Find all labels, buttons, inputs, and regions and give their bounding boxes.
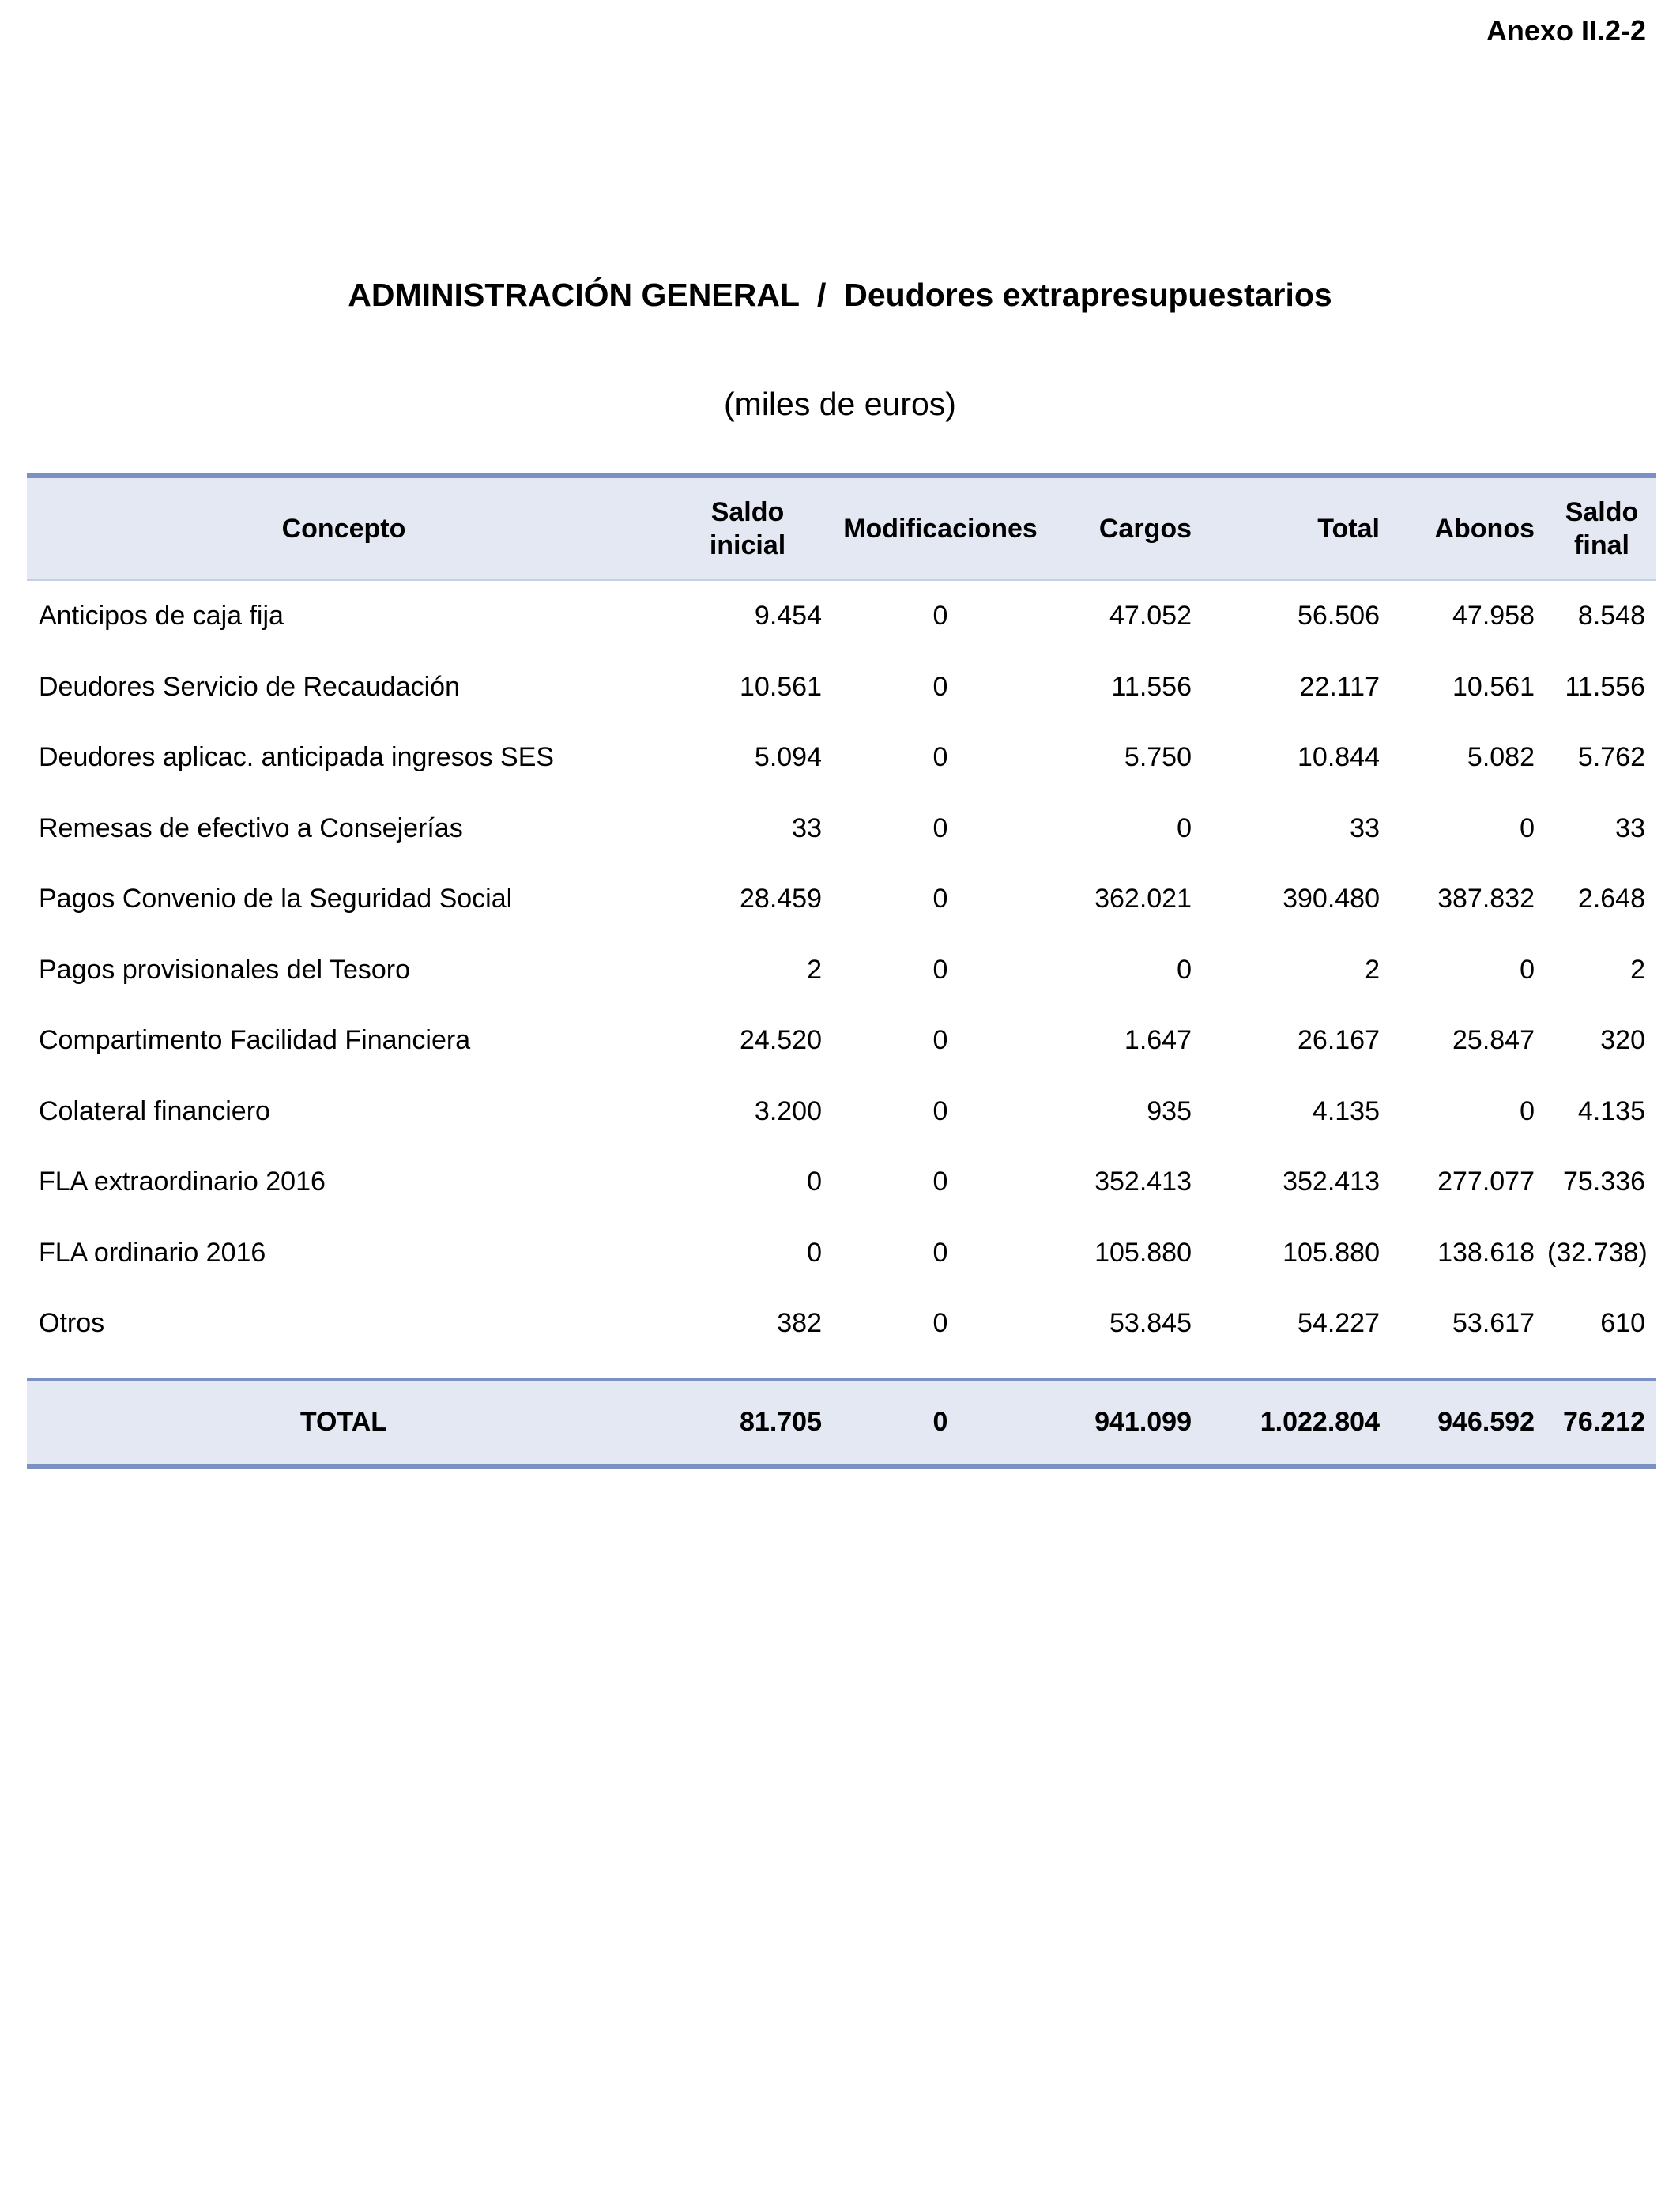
header-row — [27, 476, 1656, 581]
cell-total: 2 — [1365, 954, 1380, 985]
cell-modificaciones: 0 — [932, 884, 948, 914]
cell-abonos: 387.832 — [1437, 884, 1535, 914]
cell-cargos: 11.556 — [1111, 671, 1192, 702]
total-concepto: TOTAL — [299, 1406, 388, 1437]
table-header — [27, 476, 1656, 581]
cell-total: 352.413 — [1283, 1167, 1380, 1197]
cell-saldo-inicial: 0 — [807, 1167, 822, 1197]
page-subtitle: (miles de euros) — [724, 386, 956, 422]
header-abonos: Abonos — [1434, 514, 1535, 544]
header-saldo-final-line1: Saldo — [1565, 497, 1639, 527]
table-footer — [27, 1379, 1656, 1466]
table-row — [27, 1005, 1656, 1076]
total-abonos: 946.592 — [1437, 1406, 1535, 1437]
total-modificaciones: 0 — [932, 1406, 948, 1437]
cell-modificaciones: 0 — [932, 812, 948, 843]
cell-concepto: Colateral financiero — [39, 1095, 270, 1126]
page-title: ADMINISTRACIÓN GENERAL / Deudores extrapresupuestarios — [348, 277, 1332, 313]
cell-cargos: 53.845 — [1109, 1308, 1192, 1339]
table-spacer-cell — [27, 1359, 1656, 1380]
cell-abonos: 53.617 — [1452, 1308, 1535, 1339]
header-saldo-final-line2: final — [1574, 530, 1629, 560]
debtors-table — [27, 473, 1656, 1469]
cell-cargos: 1.647 — [1124, 1025, 1192, 1056]
cell-modificaciones: 0 — [932, 1095, 948, 1126]
header-modificaciones: Modificaciones — [843, 514, 1038, 544]
cell-saldo-inicial: 3.200 — [754, 1095, 822, 1126]
cell-modificaciones: 0 — [932, 1237, 948, 1268]
cell-concepto: Remesas de efectivo a Consejerías — [39, 812, 463, 843]
cell-total: 33 — [1350, 812, 1380, 843]
table-row — [27, 652, 1656, 723]
cell-saldo-inicial: 24.520 — [740, 1025, 822, 1056]
cell-saldo-final: 75.336 — [1563, 1167, 1645, 1197]
cell-concepto: Otros — [39, 1308, 105, 1339]
cell-modificaciones: 0 — [932, 954, 948, 985]
table-row — [27, 722, 1656, 794]
cell-saldo-final: 33 — [1615, 812, 1645, 843]
total-saldo-final: 76.212 — [1563, 1406, 1645, 1437]
cell-abonos: 0 — [1520, 1095, 1535, 1126]
cell-saldo-final: 2.648 — [1577, 884, 1645, 914]
cell-concepto: Compartimento Facilidad Financiera — [39, 1025, 471, 1056]
table-row — [27, 1076, 1656, 1148]
cell-cargos: 352.413 — [1094, 1167, 1192, 1197]
cell-modificaciones: 0 — [932, 1308, 948, 1339]
table-row — [27, 864, 1656, 935]
table-body — [27, 580, 1656, 1379]
header-saldo-inicial — [661, 476, 834, 581]
cell-total: 56.506 — [1298, 601, 1380, 631]
header-total: Total — [1317, 514, 1380, 544]
table-row — [27, 1288, 1656, 1359]
cell-saldo-final: 4.135 — [1577, 1095, 1645, 1126]
cell-cargos: 47.052 — [1109, 601, 1192, 631]
cell-total: 26.167 — [1298, 1025, 1380, 1056]
cell-concepto: FLA ordinario 2016 — [39, 1237, 266, 1268]
cell-abonos: 47.958 — [1452, 601, 1535, 631]
cell-abonos: 138.618 — [1437, 1237, 1535, 1268]
cell-total: 390.480 — [1283, 884, 1380, 914]
cell-total: 10.844 — [1298, 742, 1380, 773]
cell-cargos: 105.880 — [1094, 1237, 1192, 1268]
table-spacer-row — [27, 1359, 1656, 1380]
table-row — [27, 580, 1656, 652]
table-row — [27, 1147, 1656, 1218]
cell-concepto: FLA extraordinario 2016 — [39, 1167, 326, 1197]
header-saldo-inicial-line2: inicial — [709, 530, 786, 560]
header-cargos: Cargos — [1098, 514, 1192, 544]
cell-modificaciones: 0 — [932, 742, 948, 773]
header-concepto: Concepto — [281, 514, 406, 544]
cell-saldo-final: 11.556 — [1565, 671, 1645, 702]
cell-concepto: Anticipos de caja fija — [39, 601, 284, 631]
cell-cargos: 0 — [1177, 812, 1192, 843]
cell-modificaciones: 0 — [932, 1025, 948, 1056]
cell-concepto: Deudores Servicio de Recaudación — [39, 671, 460, 702]
annex-label: Anexo II.2-2 — [1486, 14, 1646, 47]
cell-abonos: 0 — [1520, 954, 1535, 985]
cell-saldo-final: 610 — [1600, 1308, 1645, 1339]
cell-saldo-final: 2 — [1630, 954, 1645, 985]
cell-total: 22.117 — [1299, 671, 1380, 702]
cell-concepto: Pagos Convenio de la Seguridad Social — [39, 884, 513, 914]
cell-saldo-inicial: 5.094 — [754, 742, 822, 773]
header-saldo-final — [1547, 476, 1656, 581]
header-saldo-inicial-line1: Saldo — [710, 497, 785, 527]
cell-saldo-inicial: 33 — [792, 812, 822, 843]
cell-saldo-inicial: 28.459 — [740, 884, 822, 914]
cell-saldo-final: 8.548 — [1577, 601, 1645, 631]
cell-modificaciones: 0 — [932, 601, 948, 631]
cell-abonos: 25.847 — [1452, 1025, 1535, 1056]
cell-total: 4.135 — [1312, 1095, 1380, 1126]
cell-abonos: 5.082 — [1467, 742, 1535, 773]
cell-concepto: Pagos provisionales del Tesoro — [39, 954, 410, 985]
total-row — [27, 1379, 1656, 1466]
cell-abonos: 10.561 — [1452, 671, 1535, 702]
cell-abonos: 277.077 — [1437, 1167, 1535, 1197]
cell-total: 105.880 — [1283, 1237, 1380, 1268]
total-total: 1.022.804 — [1260, 1406, 1380, 1437]
cell-saldo-inicial: 2 — [807, 954, 822, 985]
cell-abonos: 0 — [1520, 812, 1535, 843]
total-cargos: 941.099 — [1094, 1406, 1192, 1437]
cell-cargos: 5.750 — [1124, 742, 1192, 773]
cell-saldo-final: 320 — [1600, 1025, 1645, 1056]
cell-modificaciones: 0 — [932, 1167, 948, 1197]
cell-total: 54.227 — [1298, 1308, 1380, 1339]
debtors-table-container — [27, 473, 1656, 1469]
table-row — [27, 794, 1656, 865]
cell-saldo-inicial: 0 — [807, 1237, 822, 1268]
table-row — [27, 935, 1656, 1006]
cell-cargos: 935 — [1147, 1095, 1192, 1126]
cell-modificaciones: 0 — [932, 671, 948, 702]
cell-saldo-inicial: 382 — [777, 1308, 822, 1339]
cell-cargos: 362.021 — [1094, 884, 1192, 914]
cell-saldo-inicial: 9.454 — [754, 601, 822, 631]
cell-saldo-inicial: 10.561 — [740, 671, 822, 702]
cell-saldo-final: (32.738) — [1547, 1237, 1648, 1268]
cell-concepto: Deudores aplicac. anticipada ingresos SES — [39, 742, 555, 773]
cell-cargos: 0 — [1177, 954, 1192, 985]
table-row — [27, 1218, 1656, 1289]
cell-saldo-final: 5.762 — [1577, 742, 1645, 773]
total-saldo-inicial: 81.705 — [740, 1406, 822, 1437]
